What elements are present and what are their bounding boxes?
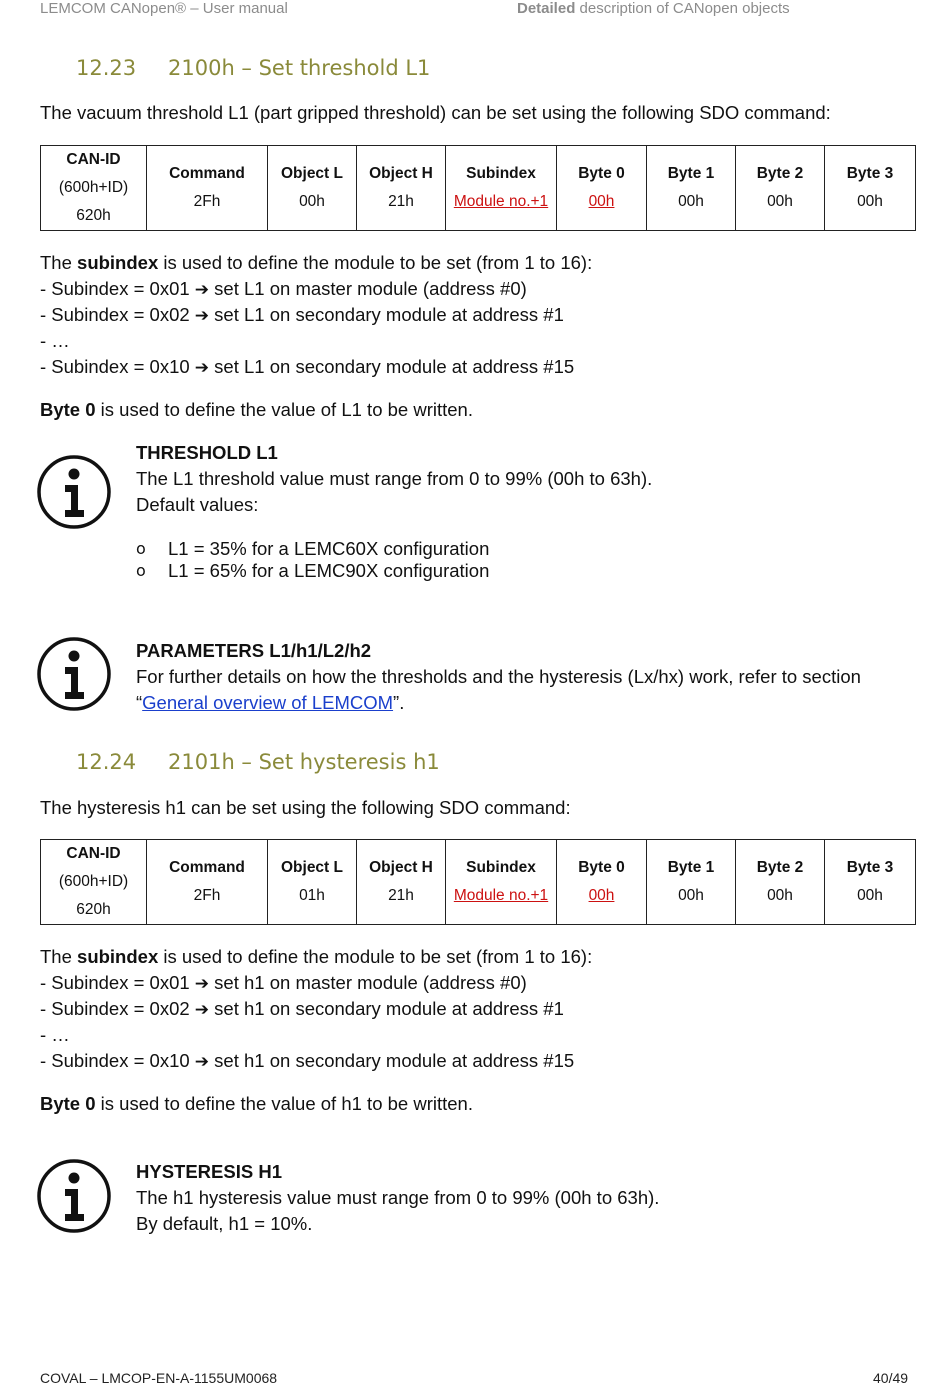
note-title-threshold: THRESHOLD L1: [136, 442, 278, 463]
command-cell: Command 2Fh: [147, 146, 268, 231]
subindex-cell: Subindex Module no.+1: [446, 146, 557, 231]
arrow-right-icon: ➔: [194, 280, 210, 300]
object-h-cell: Object H 21h: [357, 840, 446, 925]
byte1-cell: Byte 1 00h: [647, 146, 736, 231]
byte3-cell: Byte 3 00h: [825, 840, 916, 925]
can-id-cell: CAN-ID (600h+ID) 620h: [41, 146, 147, 231]
subindex-cell: Subindex Module no.+1: [446, 840, 557, 925]
arrow-right-icon: ➔: [194, 974, 210, 994]
subindex-line: - …: [40, 330, 70, 351]
list-item: o L1 = 65% for a LEMC90X configuration: [136, 558, 636, 584]
byte0-description: Byte 0 is used to define the value of L1 to be written.: [40, 399, 473, 420]
byte2-cell: Byte 2 00h: [736, 840, 825, 925]
object-l-cell: Object L 01h: [268, 840, 357, 925]
byte0-description: Byte 0 is used to define the value of h1 to be written.: [40, 1093, 473, 1114]
subindex-line: - Subindex = 0x01 ➔ set h1 on master module (address #0): [40, 972, 527, 994]
section-intro: The hysteresis h1 can be set using the following SDO command:: [40, 797, 571, 818]
section-link[interactable]: General overview of LEMCOM: [142, 692, 394, 713]
object-h-cell: Object H 21h: [357, 146, 446, 231]
byte3-cell: Byte 3 00h: [825, 146, 916, 231]
byte0-cell: Byte 0 00h: [557, 146, 647, 231]
sdo-command-table: [40, 145, 916, 231]
footer-page-number: 40/49: [873, 1370, 909, 1386]
note-text: The h1 hysteresis value must range from 0 to 99% (00h to 63h).: [136, 1187, 660, 1208]
byte2-cell: Byte 2 00h: [736, 146, 825, 231]
subindex-line: - Subindex = 0x02 ➔ set h1 on secondary module at address #1: [40, 998, 564, 1020]
info-icon: [36, 454, 112, 530]
footer-document-id: COVAL – LMCOP-EN-A-1155UM0068: [40, 1370, 278, 1386]
running-header-left: LEMCOM CANopen® – User manual: [40, 0, 288, 17]
byte0-cell: Byte 0 00h: [557, 840, 647, 925]
sdo-command-table: [40, 839, 916, 925]
subindex-line: - …: [40, 1024, 70, 1045]
subindex-line: - Subindex = 0x01 ➔ set L1 on master module (address #0): [40, 278, 527, 300]
section-intro: The vacuum threshold L1 (part gripped threshold) can be set using the following SDO command:: [40, 102, 831, 123]
section-heading-12-24: 12.24 2101h – Set hysteresis h1: [76, 750, 440, 774]
bullet-circle-icon: o: [136, 561, 146, 580]
subindex-line: - Subindex = 0x10 ➔ set L1 on secondary module at address #15: [40, 356, 575, 378]
subindex-description: The subindex is used to define the module to be set (from 1 to 16):: [40, 252, 593, 273]
note-text: The L1 threshold value must range from 0 to 99% (00h to 63h).: [136, 468, 653, 489]
arrow-right-icon: ➔: [194, 1000, 210, 1020]
info-icon: [36, 1158, 112, 1234]
note-title-hysteresis: HYSTERESIS H1: [136, 1161, 282, 1182]
bullet-circle-icon: o: [136, 539, 146, 558]
running-header-right: Detailed description of CANopen objects: [517, 0, 790, 17]
subindex-line: - Subindex = 0x10 ➔ set h1 on secondary module at address #15: [40, 1050, 575, 1072]
note-title-parameters: PARAMETERS L1/h1/L2/h2: [136, 640, 372, 661]
can-id-cell: CAN-ID (600h+ID) 620h: [41, 840, 147, 925]
info-icon: [36, 636, 112, 712]
arrow-right-icon: ➔: [194, 1052, 210, 1072]
note-text: Default values:: [136, 494, 259, 515]
note-text: For further details on how the thresholds and the hysteresis (Lx/hx) work, refer to section: [136, 666, 861, 687]
note-text: By default, h1 = 10%.: [136, 1213, 313, 1234]
byte1-cell: Byte 1 00h: [647, 840, 736, 925]
subindex-line: - Subindex = 0x02 ➔ set L1 on secondary module at address #1: [40, 304, 564, 326]
note-text: “General overview of LEMCOM”.: [136, 692, 405, 713]
object-l-cell: Object L 00h: [268, 146, 357, 231]
section-heading-12-23: 12.23 2100h – Set threshold L1: [76, 56, 431, 80]
arrow-right-icon: ➔: [194, 306, 210, 326]
list-item: o L1 = 35% for a LEMC60X configuration: [136, 536, 636, 562]
subindex-description: The subindex is used to define the module to be set (from 1 to 16):: [40, 946, 593, 967]
arrow-right-icon: ➔: [194, 358, 210, 378]
command-cell: Command 2Fh: [147, 840, 268, 925]
